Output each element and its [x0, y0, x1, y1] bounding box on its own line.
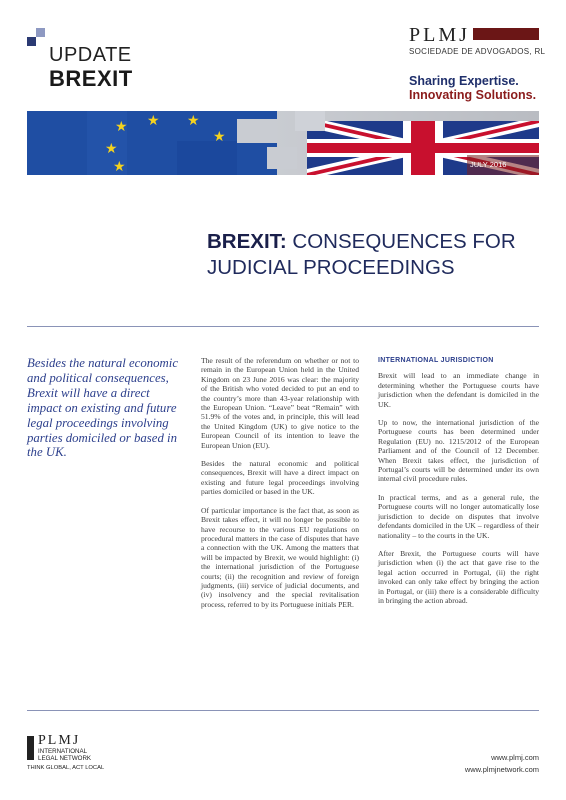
svg-text:★: ★: [113, 159, 126, 175]
svg-text:★: ★: [147, 113, 160, 129]
tagline-line1: Sharing Expertise.: [409, 74, 519, 88]
footer-slogan: THINK GLOBAL, ACT LOCAL: [27, 765, 105, 771]
firm-logo: PLMJ: [409, 24, 470, 46]
footer-logo: PLMJ: [38, 733, 81, 748]
intro-pullquote: Besides the natural economic and political consequences, Brexit will have a direct impact on existing and future legal proceedings involving parties domiciled or based in the UK.: [27, 356, 179, 460]
tagline-line2: Innovating Solutions.: [409, 88, 537, 102]
brexit-label: BREXIT: [49, 66, 133, 91]
body-paragraph: Besides the natural economic and political consequences, Brexit will have a direct impact on existing and future legal proceedings involving parties domiciled or based in the UK.: [201, 459, 359, 497]
issue-date: JULY 2016: [470, 160, 507, 169]
logo-square-light: [36, 28, 45, 37]
title-rest: CONSEQUENCES FOR: [286, 230, 516, 253]
firm-subtitle: SOCIEDADE DE ADVOGADOS, RL: [409, 47, 546, 56]
article-title-line2: JUDICIAL PROCEEDINGS: [207, 256, 455, 279]
body-paragraph: After Brexit, the Portuguese courts will have jurisdiction when (i) the act that gave rise to the legal action occurred in Portugal, (ii) the right invoked can only take effect by bringing the action in Portugal, or (iii) there is a considerable difficulty in bringing the action abroad.: [378, 548, 539, 605]
body-paragraph: Of particular importance is the fact that, as soon as Brexit takes effect, it will no longer be possible to have recourse to the various EU regulations on procedural matters in the case of disputes that have a connection with the UK. Among the matters that will be impacted by Brexit, we would highlight: (i) the international jurisdiction of the Portuguese courts; (ii) the recognition and review of foreign judgments, (iii) service of judicial documents, and (iv) insolvency and the special revitalisation process, referred to by its Portuguese initials PER.: [201, 505, 359, 609]
section-heading: INTERNATIONAL JURISDICTION: [378, 357, 494, 364]
svg-text:★: ★: [213, 129, 226, 145]
footer-network-line1: INTERNATIONAL: [38, 748, 88, 755]
logo-square-dark: [27, 37, 36, 46]
banner-image: [27, 111, 539, 175]
body-paragraph: The result of the referendum on whether or not to remain in the European Union held in the United Kingdom on 23 June 2016 was clear: the majority of the British who voted decided to put an end to the country’s more than 43-year relationship with the European Union. “Leave” beat “Remain” with 51.9% of the votes and, in principle, this will lead the United Kingdom (UK) to give notice to the European Council of its intention to leave the European Union (EU).: [201, 356, 359, 450]
body-paragraph: In practical terms, and as a general rule, the Portuguese courts will no longer automatically lose jurisdiction to decide on disputes that involve defendants domiciled in the UK – regardless of their nationality – to the courts in the UK.: [378, 492, 539, 540]
title-bold: BREXIT:: [207, 230, 287, 253]
footer-logo-bar: [27, 736, 34, 760]
top-divider: [27, 326, 539, 327]
body-column-middle: [201, 356, 359, 618]
body-paragraph: Up to now, the international jurisdiction of the Portuguese courts has been determined under Regulation (EU) no. 1215/2012 of the European Parliament and of the Council of 12 December. When Brexit takes effect, the jurisdiction of Portugal’s courts will be determined under its own internal civil procedure rules.: [378, 418, 539, 484]
svg-text:★: ★: [187, 113, 200, 129]
footer-link-plmj[interactable]: www.plmj.com: [491, 753, 539, 762]
body-column-right: [378, 356, 539, 614]
footer-link-network[interactable]: www.plmjnetwork.com: [464, 765, 539, 774]
article-title-line1: [207, 232, 516, 253]
svg-text:★: ★: [105, 141, 118, 157]
footer-network-line2: LEGAL NETWORK: [38, 755, 92, 762]
svg-text:★: ★: [115, 119, 128, 135]
firm-logo-bar: [473, 28, 539, 40]
body-paragraph: Brexit will lead to an immediate change in determining whether the Portuguese courts have jurisdiction when the defendant is domiciled in the UK.: [378, 371, 539, 409]
update-label: UPDATE: [49, 44, 132, 66]
bottom-divider: [27, 710, 539, 711]
